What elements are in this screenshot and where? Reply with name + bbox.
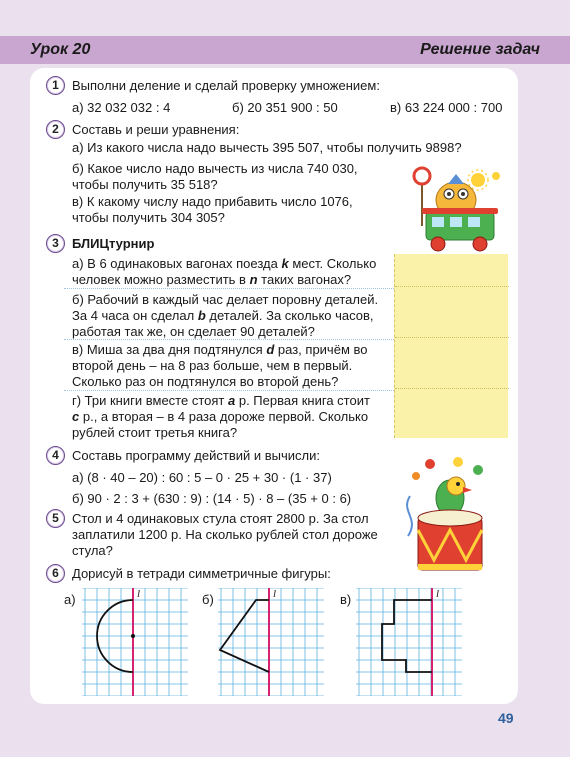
- answer-area-divider: [395, 337, 509, 338]
- task-2-number: 2: [46, 120, 65, 139]
- task-6-number: 6: [46, 564, 65, 583]
- task-3-b-line1: б) Рабочий в каждый час делает поровну деталей.: [72, 292, 379, 307]
- lesson-topic: Решение задач: [420, 41, 540, 58]
- task-3-divider: [64, 288, 394, 289]
- answer-area-divider: [395, 286, 509, 287]
- grid-b: [218, 588, 324, 696]
- task-3-b-line2: За 4 часа он сделал b деталей. За сколько часов,: [72, 308, 374, 323]
- task-3-d-line2: c р., а вторая – в 4 раза дороже первой. Сколько: [72, 409, 369, 424]
- task-1-number: 1: [46, 76, 65, 95]
- owl-train-illustration: [408, 166, 512, 256]
- task-2-b-line2: чтобы получить 35 518?: [72, 177, 218, 192]
- task-1-b: б) 20 351 900 : 50: [232, 100, 338, 115]
- task-3-title: БЛИЦтурнир: [72, 236, 155, 251]
- page-number: 49: [498, 710, 514, 726]
- task-3-a-line1: а) В 6 одинаковых вагонах поезда k мест. Сколько: [72, 256, 377, 271]
- task-5-line1: Стол и 4 одинаковых стула стоят 2800 р. За стол: [72, 511, 369, 526]
- grid-c-label: в): [340, 592, 352, 607]
- task-3-d-line3: рублей стоит третья книга?: [72, 425, 238, 440]
- parrot-drum-illustration: [400, 456, 498, 576]
- task-3-divider: [64, 390, 394, 391]
- task-3-b-line3: работая так же, он сделает 90 деталей?: [72, 324, 315, 339]
- answer-area-divider: [395, 388, 509, 389]
- grid-lines: [218, 588, 324, 696]
- axis-label: l: [436, 588, 440, 600]
- task-5-line2: заплатили 1200 р. На сколько рублей стол дороже: [72, 527, 378, 542]
- axis-label: l: [273, 588, 277, 600]
- task-2-c-line2: чтобы получить 304 305?: [72, 210, 225, 225]
- task-2-c-line1: в) К какому числу надо прибавить число 1076,: [72, 194, 353, 209]
- task-3-c-line1: в) Миша за два дня подтянулся d раз, причём во: [72, 342, 368, 357]
- task-3-c-line3: Сколько раз он подтянулся во второй день?: [72, 374, 339, 389]
- answer-area: [394, 254, 508, 438]
- task-1-text: Выполни деление и сделай проверку умножением:: [72, 78, 380, 93]
- grid-lines: [356, 588, 462, 696]
- task-3-number: 3: [46, 234, 65, 253]
- task-6-text: Дорисуй в тетради симметричные фигуры:: [72, 566, 331, 581]
- task-3-d-line1: г) Три книги вместе стоят a р. Первая книга стоит: [72, 393, 370, 408]
- task-1-c: в) 63 224 000 : 700: [390, 100, 503, 115]
- task-4-number: 4: [46, 446, 65, 465]
- task-5-line3: стула?: [72, 543, 113, 558]
- grid-a: [82, 588, 188, 696]
- axis-label: l: [137, 588, 141, 600]
- lesson-header: [0, 36, 570, 64]
- grid-b-label: б): [202, 592, 214, 607]
- task-2-b-line1: б) Какое число надо вычесть из числа 740 030,: [72, 161, 358, 176]
- circle-center: [131, 634, 135, 638]
- lesson-title: Урок 20: [30, 41, 91, 58]
- grid-c: [356, 588, 462, 696]
- task-3-a-line2: человек можно разместить в n таких вагонах?: [72, 272, 352, 287]
- task-3-c-line2: второй день – на 8 раз больше, чем в первый.: [72, 358, 353, 373]
- task-2-a: а) Из какого числа надо вычесть 395 507, чтобы получить 9898?: [72, 140, 462, 155]
- task-1-a: а) 32 032 032 : 4: [72, 100, 171, 115]
- task-4-a: а) (8 · 40 – 20) : 60 : 5 – 0 · 25 + 30 · (1 · 37): [72, 470, 332, 485]
- grid-a-label: а): [64, 592, 76, 607]
- task-4-text: Составь программу действий и вычисли:: [72, 448, 320, 463]
- task-2-text: Составь и реши уравнения:: [72, 122, 240, 137]
- task-5-number: 5: [46, 509, 65, 528]
- task-3-divider: [64, 339, 394, 340]
- task-4-b: б) 90 · 2 : 3 + (630 : 9) : (14 · 5) · 8 – (35 + 0 : 6): [72, 491, 352, 506]
